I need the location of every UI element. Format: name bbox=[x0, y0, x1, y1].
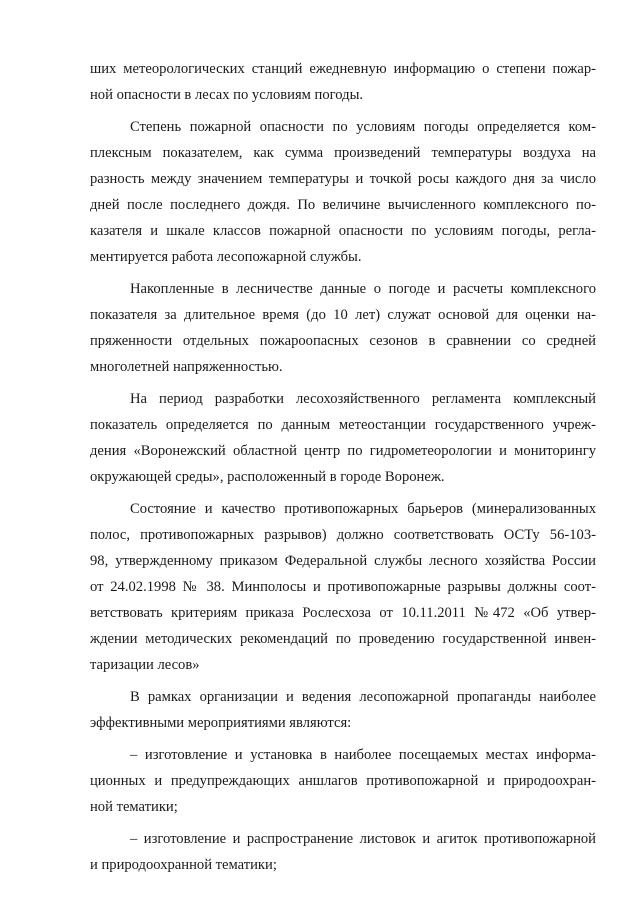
text-line: На период разработки лесохозяйственного регламента комплексный bbox=[130, 391, 596, 407]
text-line: – изготовление и распространение листовок и агиток противопожарной bbox=[130, 831, 596, 847]
paragraph bbox=[90, 684, 596, 736]
text-line: ной опасности в лесах по условиям погоды. bbox=[90, 87, 364, 103]
text-line: Степень пожарной опасности по условиям погоды определяется ком- bbox=[130, 119, 596, 135]
text-line: дения «Воронежский областной центр по гидрометеорологии и мониторингу bbox=[90, 443, 596, 459]
paragraph bbox=[90, 114, 596, 270]
paragraph bbox=[90, 742, 596, 820]
paragraph bbox=[90, 826, 596, 878]
text-line: – изготовление и установка в наиболее посещаемых местах информа- bbox=[130, 747, 596, 763]
text-line: разность между значением температуры и точкой росы каждого дня за число bbox=[90, 171, 596, 187]
text-line: показателя за длительное время (до 10 лет) служат основой для оценки на- bbox=[90, 307, 596, 323]
text-line: Накопленные в лесничестве данные о погоде и расчеты комплексного bbox=[130, 281, 596, 297]
text-line: ждении методических рекомендаций по проведению государственной инвен- bbox=[90, 631, 596, 647]
text-line: и природоохранной тематики; bbox=[90, 857, 277, 873]
text-line: от 24.02.1998 № 38. Минполосы и противопожарные разрывы должны соот- bbox=[90, 579, 596, 595]
text-line: таризации лесов» bbox=[90, 657, 200, 673]
text-line: В рамках организации и ведения лесопожарной пропаганды наиболее bbox=[130, 689, 596, 705]
text-line: 98, утвержденному приказом Федеральной службы лесного хозяйства России bbox=[90, 553, 596, 569]
text-line: эффективными мероприятиями являются: bbox=[90, 715, 352, 731]
text-line: ших метеорологических станций ежедневную информацию о степени пожар- bbox=[90, 61, 596, 77]
text-line: ментируется работа лесопожарной службы. bbox=[90, 249, 362, 265]
text-line: многолетней напряженностью. bbox=[90, 359, 283, 375]
paragraph bbox=[90, 276, 596, 380]
text-line: ветствовать критериям приказа Рослесхоза от 10.11.2011 №472 «Об утвер- bbox=[90, 605, 596, 621]
text-line: казателя и шкале классов пожарной опасности по условиям погоды, регла- bbox=[90, 223, 596, 239]
text-line: дней после последнего дождя. По величине вычисленного комплексного по- bbox=[90, 197, 596, 213]
text-line: плексным показателем, как сумма произведений температуры воздуха на bbox=[90, 145, 596, 161]
document-page bbox=[90, 56, 596, 878]
text-line: показатель определяется по данным метеостанции государственного учреж- bbox=[90, 417, 596, 433]
text-line: ной тематики; bbox=[90, 799, 178, 815]
text-line: Состояние и качество противопожарных барьеров (минерализованных bbox=[130, 501, 596, 517]
paragraph bbox=[90, 496, 596, 678]
paragraph bbox=[90, 386, 596, 490]
text-line: полос, противопожарных разрывов) должно соответствовать ОСТу 56-103- bbox=[90, 527, 596, 543]
text-line: ционных и предупреждающих аншлагов противопожарной и природоохран- bbox=[90, 773, 596, 789]
paragraph bbox=[90, 56, 596, 108]
text-line: окружающей среды», расположенный в городе Воронеж. bbox=[90, 469, 445, 485]
text-line: пряженности отдельных пожароопасных сезонов в сравнении со средней bbox=[90, 333, 596, 349]
